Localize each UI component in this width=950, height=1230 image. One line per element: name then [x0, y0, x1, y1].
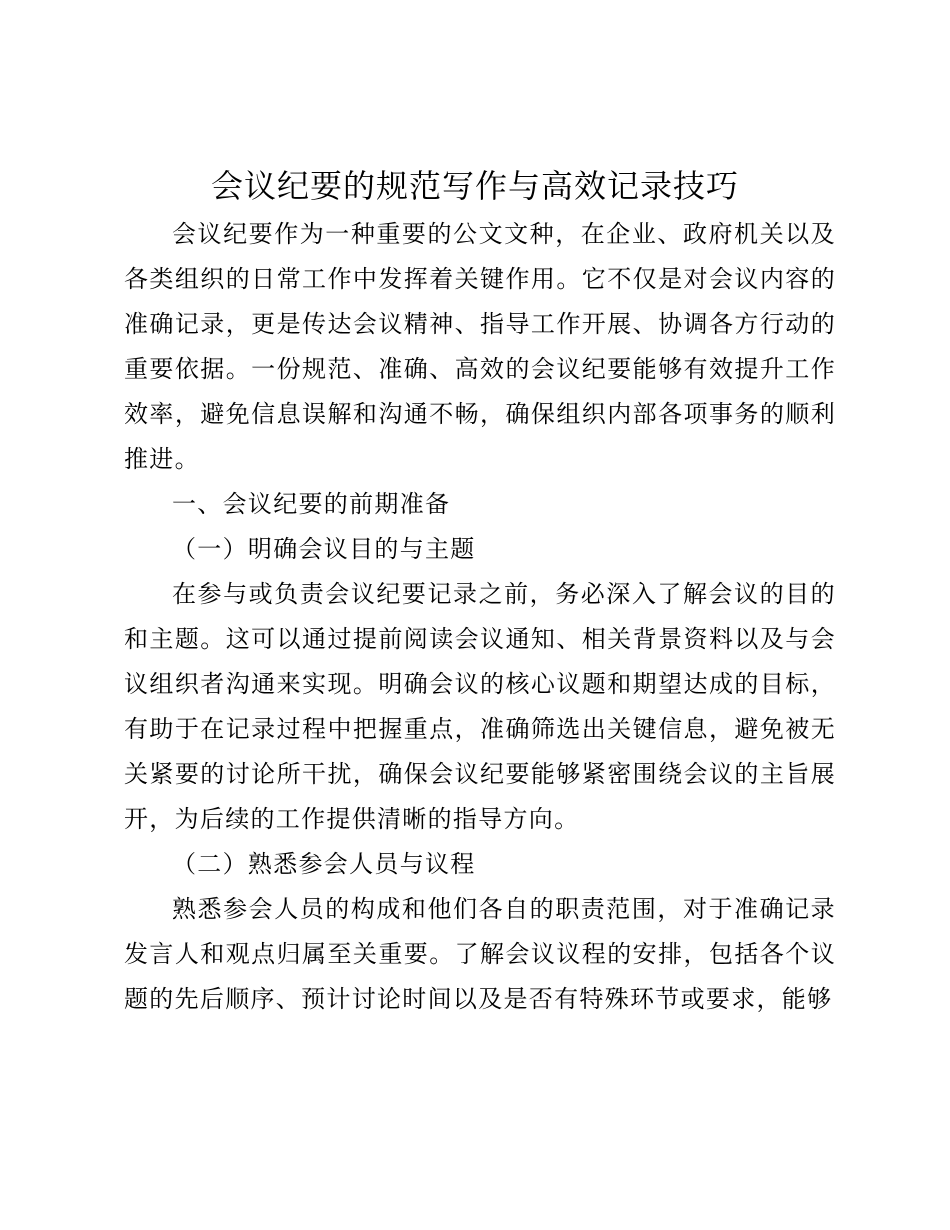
intro-paragraph: 会议纪要作为一种重要的公文文种，在企业、政府机关以及各类组织的日常工作中发挥着关键作用。它不仅是对会议内容的准确记录，更是传达会议精神、指导工作开展、协调各方行动的重要依据。一份规范、准确、高效的会议纪要能够有效提升工作效率，避免信息误解和沟通不畅，确保组织内部各项事务的顺利推进。	[124, 220, 836, 473]
subsection-body-2: 熟悉参会人员的构成和他们各自的职责范围，对于准确记录发言人和观点归属至关重要。了解会议议程的安排，包括各个议题的先后顺序、预计讨论时间以及是否有特殊环节或要求，能够	[124, 895, 836, 1013]
subsection-heading-1: （一）明确会议目的与主题	[172, 535, 476, 563]
document-title: 会议纪要的规范写作与高效记录技巧	[210, 167, 739, 205]
subsection-heading-2: （二）熟悉参会人员与议程	[172, 850, 476, 878]
subsection-body-1: 在参与或负责会议纪要记录之前，务必深入了解会议的目的和主题。这可以通过提前阅读会议通知、相关背景资料以及与会议组织者沟通来实现。明确会议的核心议题和期望达成的目标，有助于在记录过程中把握重点，准确筛选出关键信息，避免被无关紧要的讨论所干扰，确保会议纪要能够紧密围绕会议的主旨展开，为后续的工作提供清晰的指导方向。	[124, 580, 836, 833]
section-heading-1: 一、会议纪要的前期准备	[172, 490, 451, 518]
document-body	[124, 212, 836, 1022]
